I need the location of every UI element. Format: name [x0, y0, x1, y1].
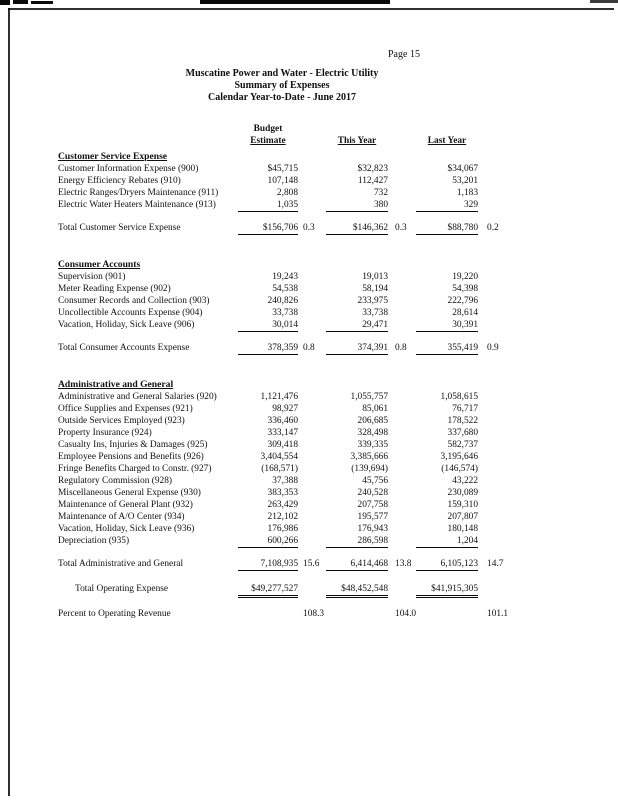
- total-this-year: $146,362: [326, 222, 388, 235]
- amount-this-year: 195,577: [357, 512, 388, 522]
- expense-row: [58, 307, 506, 319]
- amount-budget: 54,538: [272, 284, 298, 294]
- expense-row: [58, 535, 506, 548]
- amount-last-year: $34,067: [447, 164, 478, 174]
- expense-label: Property Insurance (924): [58, 428, 152, 438]
- expense-section: [58, 379, 506, 571]
- amount-budget: 600,266: [238, 535, 298, 548]
- amount-budget: 3,404,554: [260, 452, 298, 462]
- amount-this-year: 286,598: [326, 535, 388, 548]
- total-last-year: 6,105,123: [416, 558, 478, 571]
- expense-row: [58, 163, 506, 175]
- amount-this-year: 240,528: [357, 488, 388, 498]
- amount-last-year: 159,310: [447, 500, 478, 510]
- amount-budget: 98,927: [272, 404, 298, 414]
- amount-last-year: 3,195,646: [440, 452, 478, 462]
- amount-this-year: (139,694): [351, 464, 388, 474]
- amount-budget: 263,429: [267, 500, 298, 510]
- amount-this-year: 45,756: [362, 476, 388, 486]
- amount-this-year: 233,975: [357, 296, 388, 306]
- amount-last-year: 1,183: [456, 188, 478, 198]
- expense-row: [58, 271, 506, 283]
- amount-last-year: 180,148: [447, 524, 478, 534]
- amount-last-year: 53,201: [452, 176, 478, 186]
- amount-budget: (168,571): [261, 464, 298, 474]
- amount-this-year: 328,498: [357, 428, 388, 438]
- amount-budget: $45,715: [267, 164, 298, 174]
- amount-budget: 107,148: [267, 176, 298, 186]
- amount-this-year: 206,685: [357, 416, 388, 426]
- total-last-year-pct: 0.2: [487, 223, 499, 233]
- expense-label: Energy Efficiency Rebates (910): [58, 176, 181, 186]
- expense-label: Supervision (901): [58, 272, 126, 282]
- total-this-year-pct: 0.8: [395, 343, 407, 353]
- scan-artifact-corner-mark: [13, 0, 28, 4]
- expense-row: [58, 415, 506, 427]
- expense-row: [58, 475, 506, 487]
- amount-last-year: 230,089: [447, 488, 478, 498]
- amount-budget: 30,014: [238, 319, 298, 332]
- amount-budget: 309,418: [267, 440, 298, 450]
- expense-row: [58, 439, 506, 451]
- section-heading: Consumer Accounts: [58, 259, 141, 270]
- total-this-year-pct: 0.3: [395, 223, 407, 233]
- amount-last-year: 337,680: [447, 428, 478, 438]
- expense-row: [58, 391, 506, 403]
- expense-label: Maintenance of General Plant (932): [58, 500, 193, 510]
- percent-revenue-label: Percent to Operating Revenue: [58, 609, 171, 619]
- expense-row: [58, 427, 506, 439]
- report-period: Calendar Year-to-Date - June 2017: [208, 92, 356, 103]
- expense-label: Administrative and General Salaries (920): [58, 392, 217, 402]
- expense-row: [58, 319, 506, 332]
- amount-last-year: 207,807: [447, 512, 478, 522]
- column-header-this-year: This Year: [337, 136, 377, 146]
- expense-row: [58, 187, 506, 199]
- amount-budget: 1,035: [238, 199, 298, 212]
- report-content: [58, 49, 509, 620]
- section-heading: Administrative and General: [58, 379, 174, 390]
- total-last-year-pct: 0.9: [487, 343, 499, 353]
- amount-this-year: 112,427: [357, 176, 388, 186]
- amount-this-year: 176,943: [357, 524, 388, 534]
- total-last-year-pct: 14.7: [487, 559, 504, 569]
- grand-total-row: [58, 583, 506, 598]
- amount-last-year: 28,614: [452, 308, 478, 318]
- expense-label: Vacation, Holiday, Sick Leave (936): [58, 524, 195, 534]
- grand-total-this-year: $48,452,548: [326, 583, 388, 598]
- amount-last-year: 76,717: [452, 404, 478, 414]
- percent-last-year: 101.1: [487, 609, 509, 619]
- expense-row: [58, 499, 506, 511]
- amount-this-year: 732: [373, 188, 388, 198]
- amount-this-year: 58,194: [362, 284, 388, 294]
- percent-budget: 108.3: [303, 609, 325, 619]
- amount-budget: 19,243: [272, 272, 298, 282]
- expense-row: [58, 451, 506, 463]
- amount-budget: 33,738: [272, 308, 298, 318]
- expense-label: Fringe Benefits Charged to Constr. (927): [58, 464, 212, 474]
- total-budget: 7,108,935: [238, 558, 298, 571]
- amount-this-year: 3,385,666: [350, 452, 388, 462]
- expense-label: Vacation, Holiday, Sick Leave (906): [58, 320, 195, 330]
- amount-this-year: 1,055,757: [350, 392, 388, 402]
- amount-last-year: 582,737: [447, 440, 478, 450]
- percent-revenue-row: [58, 608, 509, 620]
- amount-budget: 383,353: [267, 488, 298, 498]
- expense-table: [58, 151, 506, 571]
- amount-budget: 37,388: [272, 476, 298, 486]
- expense-row: [58, 175, 506, 187]
- percent-this-year: 104.0: [395, 609, 417, 619]
- total-this-year: 374,391: [326, 342, 388, 355]
- page-number: Page 15: [388, 49, 420, 60]
- scan-artifact-top-mark: [590, 0, 618, 3]
- total-this-year-pct: 13.8: [395, 559, 412, 569]
- grand-total-budget: $49,277,527: [238, 583, 298, 598]
- total-budget-pct: 0.3: [303, 223, 315, 233]
- expense-label: Employee Pensions and Benefits (926): [58, 452, 204, 462]
- amount-last-year: 178,522: [447, 416, 478, 426]
- report-title: Muscatine Power and Water - Electric Utility: [185, 68, 379, 79]
- total-last-year: 355,419: [416, 342, 478, 355]
- expense-section: [58, 259, 506, 355]
- amount-this-year: $32,823: [357, 164, 388, 174]
- total-budget-pct: 0.8: [303, 343, 315, 353]
- column-header-row-1: [58, 124, 506, 135]
- expense-row: [58, 199, 506, 212]
- section-total-row: [58, 342, 506, 355]
- amount-last-year: 30,391: [416, 319, 478, 332]
- amount-last-year: 19,220: [452, 272, 478, 282]
- scan-artifact-corner-mark: [31, 1, 53, 4]
- expense-label: Depreciation (935): [58, 536, 130, 546]
- report-subtitle: Summary of Expenses: [234, 80, 330, 91]
- scan-artifact-top-line: [8, 8, 614, 10]
- amount-this-year: 207,758: [357, 500, 388, 510]
- expense-row: [58, 295, 506, 307]
- total-this-year: 6,414,468: [326, 558, 388, 571]
- section-heading: Customer Service Expense: [58, 151, 168, 162]
- amount-last-year: (146,574): [441, 464, 478, 474]
- amount-this-year: 85,061: [362, 404, 388, 414]
- expense-row: [58, 487, 506, 499]
- expense-label: Maintenance of A/O Center (934): [58, 512, 185, 522]
- expense-label: Meter Reading Expense (902): [58, 284, 171, 294]
- amount-this-year: 29,471: [326, 319, 388, 332]
- expense-label: Electric Water Heaters Maintenance (913): [58, 200, 216, 210]
- expense-row: [58, 463, 506, 475]
- total-last-year: $88,780: [416, 222, 478, 235]
- section-total-label: Total Administrative and General: [58, 559, 184, 569]
- scan-artifact-left-line: [8, 8, 10, 796]
- amount-this-year: 33,738: [362, 308, 388, 318]
- total-budget: $156,706: [238, 222, 298, 235]
- amount-this-year: 19,013: [362, 272, 388, 282]
- scan-artifact-top-mark: [200, 0, 390, 4]
- grand-total-last-year: $41,915,305: [416, 583, 478, 598]
- expense-label: Electric Ranges/Dryers Maintenance (911): [58, 188, 219, 198]
- amount-this-year: 339,335: [357, 440, 388, 450]
- expense-label: Consumer Records and Collection (903): [58, 296, 210, 306]
- expense-label: Outside Services Employed (923): [58, 416, 185, 426]
- amount-last-year: 54,398: [452, 284, 478, 294]
- amount-budget: 212,102: [267, 512, 298, 522]
- expense-label: Regulatory Commission (928): [58, 476, 173, 486]
- section-total-row: [58, 222, 506, 235]
- column-header-estimate: Estimate: [250, 136, 286, 146]
- section-total-label: Total Customer Service Expense: [58, 223, 181, 233]
- total-budget: 378,359: [238, 342, 298, 355]
- expense-label: Casualty Ins, Injuries & Damages (925): [58, 440, 208, 450]
- column-header-budget: Budget: [253, 124, 283, 134]
- scan-artifact-corner-mark: [0, 0, 10, 5]
- amount-budget: 1,121,476: [260, 392, 298, 402]
- expense-label: Miscellaneous General Expense (930): [58, 488, 201, 498]
- column-header-row-2: [58, 135, 506, 147]
- expense-row: [58, 523, 506, 535]
- column-header-last-year: Last Year: [427, 136, 467, 146]
- amount-last-year: 222,796: [447, 296, 478, 306]
- amount-last-year: 43,222: [452, 476, 478, 486]
- amount-last-year: 329: [416, 199, 478, 212]
- expense-label: Office Supplies and Expenses (921): [58, 404, 193, 414]
- amount-budget: 336,460: [267, 416, 298, 426]
- expense-label: Uncollectible Accounts Expense (904): [58, 308, 203, 318]
- amount-budget: 240,826: [267, 296, 298, 306]
- section-total-row: [58, 558, 506, 571]
- amount-last-year: 1,204: [416, 535, 478, 548]
- grand-total-label: Total Operating Expense: [75, 584, 169, 594]
- expense-section: [58, 151, 506, 235]
- expense-label: Customer Information Expense (900): [58, 164, 199, 174]
- expense-row: [58, 403, 506, 415]
- amount-last-year: 1,058,615: [440, 392, 478, 402]
- expense-row: [58, 283, 506, 295]
- amount-budget: 333,147: [267, 428, 298, 438]
- total-budget-pct: 15.6: [303, 559, 320, 569]
- column-header-spacer: [58, 124, 238, 135]
- section-total-label: Total Consumer Accounts Expense: [58, 343, 190, 353]
- amount-budget: 176,986: [267, 524, 298, 534]
- amount-budget: 2,808: [276, 188, 298, 198]
- expense-row: [58, 511, 506, 523]
- amount-this-year: 380: [326, 199, 388, 212]
